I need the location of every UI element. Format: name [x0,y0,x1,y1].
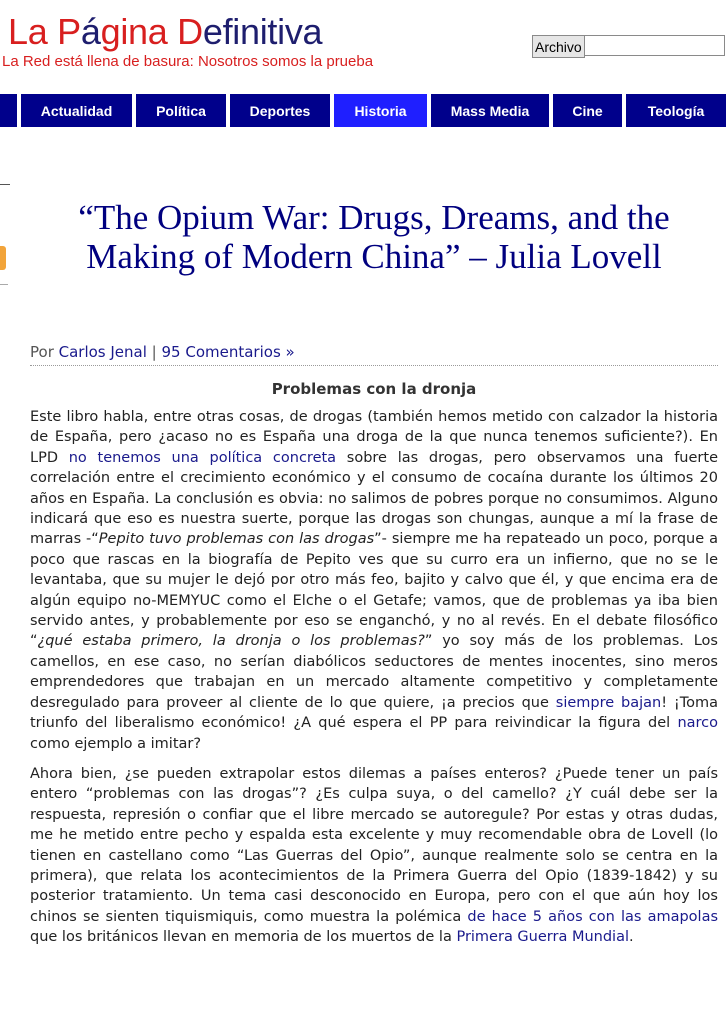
text: ! ¡Toma triunfo del liberalismo económico! ¿A qué espera el PP para reivindicar la figura del [30,694,719,732]
article-title: “The Opium War: Drugs, Dreams, and the Making of Modern China” – Julia Lovell [78,198,670,276]
paragraph [30,764,718,948]
nav-item-politica[interactable]: Política [136,94,226,127]
paragraph [30,407,718,754]
byline [30,343,718,366]
byline-separator: | [146,343,162,361]
site-tagline: La Red está llena de basura: Nosotros somos la prueba [2,53,374,70]
quote: ¿qué estaba primero, la dronja o los problemas? [37,633,425,650]
link-drug-policy[interactable]: no tenemos una política concreta [68,449,337,466]
text: ”- siempre me ha repateado un poco, porque a poco que rascas en la biografía de Pepito ves que su curro era un infierno, que no se le levantaba, que su mujer le dejó por otro más feo, bajito y calvo que él, y que encima era de algún equipo no-MEMYUC como el Elche o el Getafe; vamos, que de problemas ya iba bien servido antes, y probablemente por eso se enganchó, y no al revés. En el debate filosófico “ [30,531,718,650]
logo-letter: D [177,11,203,52]
logo-letter: gina [100,11,178,52]
nav-item-cine[interactable]: Cine [553,94,622,127]
link-narco[interactable]: narco [677,715,718,732]
article-body [30,407,718,958]
sidebar-divider [0,184,10,185]
logo-letter: á [80,11,101,52]
logo-letter: efinitiva [202,11,323,52]
site-logo[interactable] [8,10,322,54]
text: . [628,929,634,946]
archive-button[interactable]: Archivo [532,35,585,58]
rss-icon[interactable] [0,246,6,270]
nav-item-mass-media[interactable]: Mass Media [431,94,549,127]
quote: Pepito tuvo problemas con las drogas [98,531,375,548]
text: Este libro habla, entre otras cosas, de drogas (también hemos metido con calzador la historia de España, pero ¿acaso no es España una droga de la que nunca tenemos suficiente?). En LPD [30,409,718,466]
comments-link[interactable]: 95 Comentarios » [161,343,295,361]
logo-letter: La P [8,11,81,52]
text: Ahora bien, ¿se pueden extrapolar estos dilemas a países enteros? ¿Puede tener un país entero “problemas con las drogas”? ¿Es culpa suya, o del camello? ¿Y cuál debe ser la respuesta, represión o confiar que el libre mercado se autoregule? Por estas y otras dudas, me he metido entre pecho y espalda esta excelente y muy recomendable obra de Lovell (lo tienen en castellano como “Las Guerras del Opio”, aunque realmente solo se centra en la primera), que relata los acontecimientos de la Primera Guerra del Opio (1839-1842) y su posterior tratamiento. Un tema casi desconocido en Europa, pero con el que aún hoy los chinos se sienten tiquismiquis, como muestra la polémica [30,765,718,925]
link-prices[interactable]: siempre bajan [555,694,662,711]
archive-input[interactable] [585,35,725,56]
text: como ejemplo a imitar? [30,735,202,752]
section-heading: Problemas con la dronja [271,380,477,398]
archive-search [532,35,725,58]
sidebar-divider [0,284,8,285]
nav-item-historia[interactable]: Historia [334,94,427,127]
main-nav [0,94,728,127]
text: ” yo soy más de los problemas. Los camellos, en ese caso, no serían diabólicos seductores de mentes inocentes, sino meros emprendedores que trabajan en un mercado altamente competitivo y completamente desregulado para proveer al cliente de lo que quiere, ¡a precios que [30,633,718,711]
link-poppies[interactable]: de hace 5 años con las amapolas [467,908,719,925]
text: sobre las drogas, pero observamos una fuerte correlación entre el crecimiento económico y el consumo de cocaína durante los últimos 20 años en España. La conclusión es obvia: no salimos de pobres porque no consumimos. Alguno indicará que eso es nuestra suerte, porque las drogas son chungas, aunque a mí la frase de marras -“ [30,449,718,548]
nav-item-teologia[interactable]: Teología [626,94,726,127]
byline-prefix: Por [30,343,59,361]
nav-item-deportes[interactable]: Deportes [230,94,330,127]
nav-item-hidden[interactable] [0,94,17,127]
nav-item-actualidad[interactable]: Actualidad [21,94,132,127]
text: que los británicos llevan en memoria de los muertos de la [30,929,457,946]
author-link[interactable]: Carlos Jenal [58,343,147,361]
link-ww1[interactable]: Primera Guerra Mundial [456,929,629,946]
